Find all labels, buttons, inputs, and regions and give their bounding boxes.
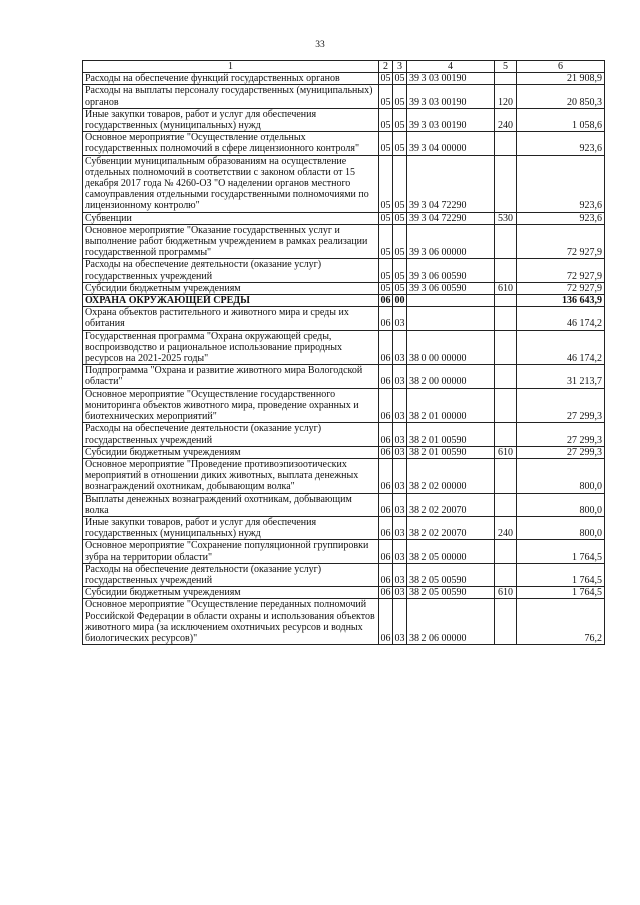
row-amount-cell: 72 927,9 — [517, 282, 605, 294]
row-section-cell: 05 — [380, 212, 391, 224]
row-subsection-cell: 03 — [393, 388, 407, 423]
row-target-article-cell: 38 2 00 00000 — [407, 365, 495, 388]
row-target-article-cell: 39 3 06 00590 — [407, 282, 495, 294]
row-target-article-cell: 38 2 01 00000 — [407, 388, 495, 423]
row-target-article-cell — [407, 295, 495, 307]
row-expense-type-cell: 240 — [495, 108, 517, 131]
table-row — [83, 85, 605, 108]
row-amount-cell: 1 764,5 — [517, 587, 605, 599]
table-row — [83, 365, 605, 388]
row-amount-cell: 27 299,3 — [517, 423, 605, 446]
row-section-cell: 06 — [379, 388, 393, 423]
row-subsection-cell: 05 — [393, 85, 407, 108]
row-subsection-cell: 05 — [393, 259, 407, 282]
row-expense-type-cell: 120 — [495, 85, 517, 108]
table-row — [83, 599, 605, 645]
row-amount-cell: 46 174,2 — [517, 307, 605, 330]
header-col-4: 4 — [407, 61, 495, 73]
row-section-cell: 06 — [380, 446, 391, 458]
row-expense-type-cell: 530 — [495, 212, 517, 224]
row-target-article-cell: 38 2 06 00000 — [407, 599, 495, 645]
header-col-1: 1 — [83, 61, 379, 73]
row-target-article-cell: 38 2 05 00590 — [407, 563, 495, 586]
row-target-article-cell: 38 0 00 00000 — [407, 330, 495, 365]
row-name-cell: Основное мероприятие "Осуществление отдельных государственных полномочий в сфере лицензионного контроля" — [83, 132, 379, 155]
row-section-cell: 06 — [380, 587, 391, 599]
row-name-cell: Расходы на обеспечение деятельности (оказание услуг) государственных учреждений — [83, 259, 379, 282]
row-amount-cell: 923,6 — [517, 155, 605, 212]
row-subsection-cell: 03 — [393, 423, 407, 446]
row-section-cell: 05 — [380, 73, 391, 85]
row-section-cell: 05 — [379, 132, 393, 155]
row-section-cell: 06 — [379, 540, 393, 563]
budget-table — [82, 60, 605, 645]
row-amount-cell: 27 299,3 — [517, 446, 605, 458]
row-expense-type-cell — [495, 493, 517, 516]
table-row — [83, 307, 605, 330]
row-amount-cell: 76,2 — [517, 599, 605, 645]
row-amount-cell: 136 643,9 — [517, 295, 605, 307]
row-amount-cell: 923,6 — [517, 212, 605, 224]
row-subsection-cell: 03 — [393, 458, 407, 493]
row-expense-type-cell — [495, 295, 517, 307]
row-section-cell: 06 — [379, 599, 393, 645]
row-name-cell: Субсидии бюджетным учреждениям — [83, 446, 379, 458]
row-expense-type-cell — [495, 132, 517, 155]
row-target-article-cell: 39 3 04 72290 — [407, 155, 495, 212]
row-section-cell: 06 — [379, 365, 393, 388]
table-row — [83, 212, 605, 224]
row-name-cell: Иные закупки товаров, работ и услуг для обеспечения государственных (муниципальных) нужд — [83, 516, 379, 539]
row-subsection-cell: 03 — [393, 307, 407, 330]
row-name-cell: Расходы на обеспечение функций государственных органов — [83, 73, 379, 85]
header-col-3: 3 — [393, 61, 407, 73]
row-expense-type-cell — [495, 73, 517, 85]
row-expense-type-cell — [495, 599, 517, 645]
table-row — [83, 282, 605, 294]
row-target-article-cell: 38 2 01 00590 — [407, 446, 495, 458]
row-name-cell: Субвенции муниципальным образованиям на осуществление отдельных полномочий в соответствии с законом области от 15 декабря 2017 года № 4260-ОЗ "О наделении органов местного самоуправления отдельными государственными полномочиями по лицензионному контролю" — [83, 155, 379, 212]
row-amount-cell: 21 908,9 — [517, 73, 605, 85]
row-subsection-cell: 05 — [393, 108, 407, 131]
row-section-cell: 05 — [379, 224, 393, 259]
row-expense-type-cell: 610 — [495, 587, 517, 599]
row-subsection-cell: 03 — [393, 365, 407, 388]
row-expense-type-cell: 610 — [495, 446, 517, 458]
row-name-cell: ОХРАНА ОКРУЖАЮЩЕЙ СРЕДЫ — [83, 295, 379, 307]
row-expense-type-cell: 610 — [495, 282, 517, 294]
header-col-6: 6 — [517, 61, 605, 73]
row-target-article-cell: 38 2 02 20070 — [407, 516, 495, 539]
row-name-cell: Субсидии бюджетным учреждениям — [83, 282, 379, 294]
row-name-cell: Основное мероприятие "Проведение противоэпизоотических мероприятий в отношении диких животных, выплата денежных вознаграждений охотникам, добывающим волка" — [83, 458, 379, 493]
table-row — [83, 108, 605, 131]
row-target-article-cell: 39 3 03 00190 — [407, 85, 495, 108]
row-target-article-cell: 38 2 01 00590 — [407, 423, 495, 446]
row-subsection-cell: 03 — [393, 563, 407, 586]
row-section-cell: 05 — [379, 108, 393, 131]
row-section-cell: 05 — [380, 282, 391, 294]
table-row — [83, 224, 605, 259]
row-amount-cell: 20 850,3 — [517, 85, 605, 108]
header-col-5: 5 — [495, 61, 517, 73]
row-subsection-cell: 05 — [393, 224, 407, 259]
row-section-cell: 05 — [379, 259, 393, 282]
row-section-cell: 05 — [379, 85, 393, 108]
row-amount-cell: 1 058,6 — [517, 108, 605, 131]
row-name-cell: Государственная программа "Охрана окружающей среды, воспроизводство и рациональное использование природных ресурсов на 2021-2025 годы" — [83, 330, 379, 365]
row-name-cell: Выплаты денежных вознаграждений охотникам, добывающим волка — [83, 493, 379, 516]
table-row — [83, 132, 605, 155]
row-section-cell: 06 — [379, 307, 393, 330]
row-target-article-cell: 39 3 06 00000 — [407, 224, 495, 259]
row-name-cell: Основное мероприятие "Сохранение популяционной группировки зубра на территории области" — [83, 540, 379, 563]
row-subsection-cell: 05 — [393, 132, 407, 155]
row-name-cell: Подпрограмма "Охрана и развитие животного мира Вологодской области" — [83, 365, 379, 388]
page-number: 33 — [315, 40, 325, 50]
table-row — [83, 540, 605, 563]
table-row — [83, 295, 605, 307]
row-amount-cell: 72 927,9 — [517, 259, 605, 282]
row-section-cell: 05 — [379, 155, 393, 212]
row-section-cell: 06 — [379, 563, 393, 586]
row-name-cell: Основное мероприятие "Осуществление переданных полномочий Российской Федерации в области охраны и использования объектов животного мира (за исключением охотничьих ресурсов и водных биологических ресурсов)" — [83, 599, 379, 645]
row-amount-cell: 72 927,9 — [517, 224, 605, 259]
row-section-cell: 06 — [379, 423, 393, 446]
row-amount-cell: 800,0 — [517, 516, 605, 539]
row-expense-type-cell — [495, 458, 517, 493]
row-name-cell: Субвенции — [83, 212, 379, 224]
row-amount-cell: 800,0 — [517, 458, 605, 493]
row-target-article-cell: 39 3 04 72290 — [407, 212, 495, 224]
row-expense-type-cell — [495, 365, 517, 388]
row-subsection-cell: 05 — [394, 212, 405, 224]
table-row — [83, 458, 605, 493]
row-amount-cell: 923,6 — [517, 132, 605, 155]
row-target-article-cell: 39 3 04 00000 — [407, 132, 495, 155]
row-section-cell: 06 — [379, 330, 393, 365]
row-name-cell: Расходы на обеспечение деятельности (оказание услуг) государственных учреждений — [83, 563, 379, 586]
table-row — [83, 388, 605, 423]
row-expense-type-cell — [495, 224, 517, 259]
row-amount-cell: 800,0 — [517, 493, 605, 516]
row-expense-type-cell — [495, 388, 517, 423]
row-target-article-cell: 39 3 03 00190 — [407, 73, 495, 85]
table-row — [83, 516, 605, 539]
row-subsection-cell: 05 — [394, 282, 405, 294]
row-target-article-cell: 38 2 02 20070 — [407, 493, 495, 516]
row-name-cell: Основное мероприятие "Осуществление государственного мониторинга объектов животного мира, проведение охранных и биотехнических мероприятий" — [83, 388, 379, 423]
row-expense-type-cell — [495, 423, 517, 446]
table-row — [83, 423, 605, 446]
row-name-cell: Расходы на обеспечение деятельности (оказание услуг) государственных учреждений — [83, 423, 379, 446]
row-section-cell: 06 — [379, 493, 393, 516]
row-name-cell: Охрана объектов растительного и животного мира и среды их обитания — [83, 307, 379, 330]
row-subsection-cell: 03 — [393, 330, 407, 365]
row-section-cell: 06 — [379, 458, 393, 493]
row-subsection-cell: 03 — [393, 599, 407, 645]
table-row — [83, 330, 605, 365]
table-row — [83, 73, 605, 85]
row-name-cell: Иные закупки товаров, работ и услуг для обеспечения государственных (муниципальных) нужд — [83, 108, 379, 131]
row-expense-type-cell — [495, 563, 517, 586]
table-row — [83, 587, 605, 599]
row-name-cell: Расходы на выплаты персоналу государственных (муниципальных) органов — [83, 85, 379, 108]
row-name-cell: Основное мероприятие "Оказание государственных услуг и выполнение работ бюджетным учреждением в рамках реализации государственной программы" — [83, 224, 379, 259]
row-subsection-cell: 03 — [393, 493, 407, 516]
row-subsection-cell: 03 — [393, 540, 407, 563]
row-subsection-cell: 03 — [394, 446, 405, 458]
row-target-article-cell: 39 3 06 00590 — [407, 259, 495, 282]
row-expense-type-cell: 240 — [495, 516, 517, 539]
row-subsection-cell: 03 — [394, 587, 405, 599]
table-row — [83, 446, 605, 458]
row-target-article-cell — [407, 307, 495, 330]
table-row — [83, 259, 605, 282]
row-expense-type-cell — [495, 540, 517, 563]
row-amount-cell: 1 764,5 — [517, 563, 605, 586]
table-row — [83, 493, 605, 516]
row-amount-cell: 27 299,3 — [517, 388, 605, 423]
row-expense-type-cell — [495, 330, 517, 365]
row-amount-cell: 46 174,2 — [517, 330, 605, 365]
row-target-article-cell: 39 3 03 00190 — [407, 108, 495, 131]
table-header-row — [83, 61, 605, 73]
header-col-2: 2 — [379, 61, 393, 73]
row-subsection-cell: 05 — [394, 73, 405, 85]
row-amount-cell: 1 764,5 — [517, 540, 605, 563]
row-target-article-cell: 38 2 05 00000 — [407, 540, 495, 563]
row-expense-type-cell — [495, 155, 517, 212]
row-amount-cell: 31 213,7 — [517, 365, 605, 388]
row-expense-type-cell — [495, 259, 517, 282]
row-subsection-cell: 05 — [393, 155, 407, 212]
row-section-cell: 06 — [380, 295, 391, 307]
row-section-cell: 06 — [379, 516, 393, 539]
table-row — [83, 155, 605, 212]
row-target-article-cell: 38 2 02 00000 — [407, 458, 495, 493]
row-expense-type-cell — [495, 307, 517, 330]
row-subsection-cell: 03 — [393, 516, 407, 539]
row-target-article-cell: 38 2 05 00590 — [407, 587, 495, 599]
row-subsection-cell: 00 — [394, 295, 405, 307]
table-row — [83, 563, 605, 586]
row-name-cell: Субсидии бюджетным учреждениям — [83, 587, 379, 599]
